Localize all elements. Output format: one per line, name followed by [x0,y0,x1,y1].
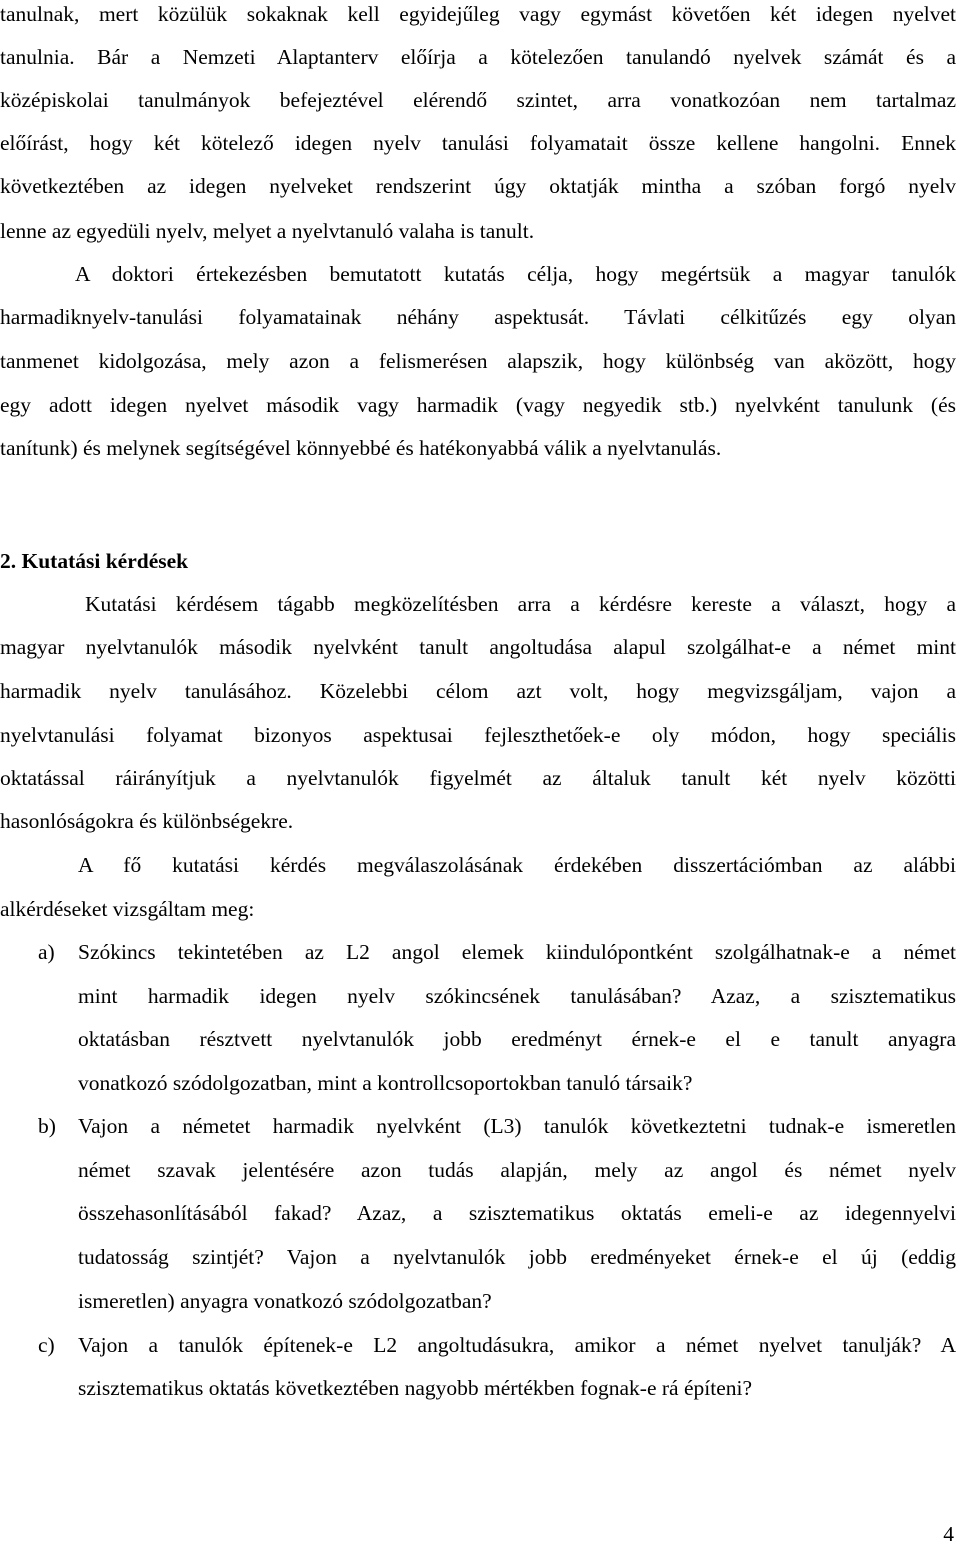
text-line: magyar nyelvtanulók második nyelvként tanult angoltudása alapul szolgálhat-e a német mint [0,635,956,659]
text-line: tanmenet kidolgozása, mely azon a felismerésen alapszik, hogy különbség van aközött, hogy [0,349,956,373]
text-line: alkérdéseket vizsgáltam meg: [0,897,255,921]
text-line: mint harmadik idegen nyelv szókincsének tanulásában? Azaz, a szisztematikus [78,984,956,1008]
text-line: Szókincs tekintetében az L2 angol elemek kiindulópontként szolgálhatnak-e a német [78,940,956,964]
text-line: Vajon a németet harmadik nyelvként (L3) tanulók következtetni tudnak-e ismeretlen [78,1114,956,1138]
text-line: A fő kutatási kérdés megválaszolásának érdekében disszertációmban az alábbi [78,853,956,877]
text-line: A doktori értekezésben bemutatott kutatás célja, hogy megértsük a magyar tanulók [75,262,956,286]
text-line: nyelvtanulási folyamat bizonyos aspektusai fejleszthetőek-e oly módon, hogy speciális [0,723,956,747]
text-line: vonatkozó szódolgozatban, mint a kontrollcsoportokban tanuló társaik? [78,1071,693,1095]
text-line: harmadik nyelv tanulásához. Közelebbi célom azt volt, hogy megvizsgáljam, vajon a [0,679,956,703]
list-marker: c) [38,1333,55,1357]
text-line: tanítunk) és melynek segítségével könnyebbé és hatékonyabbá válik a nyelvtanulás. [0,436,722,460]
text-line: középiskolai tanulmányok befejeztével elérendő szintet, arra vonatkozóan nem tartalmaz [0,88,956,112]
text-line: tudatosság szintjét? Vajon a nyelvtanulók jobb eredményeket érnek-e el új (eddig [78,1245,956,1269]
text-line: oktatással ráirányítjuk a nyelvtanulók figyelmét az általuk tanult két nyelv közötti [0,766,956,790]
text-line: hasonlóságokra és különbségekre. [0,809,294,833]
text-line: Vajon a tanulók építenek-e L2 angoltudásukra, amikor a német nyelvet tanulják? A [78,1333,956,1357]
text-line: német szavak jelentésére azon tudás alapján, mely az angol és német nyelv [78,1158,956,1182]
page-number: 4 [943,1522,954,1546]
text-line: lenne az egyedüli nyelv, melyet a nyelvtanuló valaha is tanult. [0,219,535,243]
text-line: tanulnak, mert közülük sokaknak kell egyidejűleg vagy egymást követően két idegen nyelvet [0,2,956,26]
text-line: összehasonlításából fakad? Azaz, a szisztematikus oktatás emeli-e az idegennyelvi [78,1201,956,1225]
text-line: harmadiknyelv-tanulási folyamatainak néhány aspektusát. Távlati célkitűzés egy olyan [0,305,956,329]
text-line: következtében az idegen nyelveket rendszerint úgy oktatják mintha a szóban forgó nyelv [0,174,956,198]
text-line: szisztematikus oktatás következtében nagyobb mértékben fognak-e rá építeni? [78,1376,753,1400]
list-marker: a) [38,940,55,964]
text-line: tanulnia. Bár a Nemzeti Alaptanterv előírja a kötelezően tanulandó nyelvek számát és a [0,45,956,69]
text-line: oktatásban résztvett nyelvtanulók jobb eredményt érnek-e el e tanult anyagra [78,1027,956,1051]
section-heading: 2. Kutatási kérdések [0,549,189,573]
text-line: egy adott idegen nyelvet második vagy harmadik (vagy negyedik stb.) nyelvként tanulunk (és [0,393,956,417]
list-marker: b) [38,1114,56,1138]
text-line: Kutatási kérdésem tágabb megközelítésben arra a kérdésre kereste a választ, hogy a [85,592,956,616]
text-line: ismeretlen) anyagra vonatkozó szódolgozatban? [78,1289,492,1313]
text-line: előírást, hogy két kötelező idegen nyelv tanulási folyamatait össze kellene hangolni. Ennek [0,131,956,155]
